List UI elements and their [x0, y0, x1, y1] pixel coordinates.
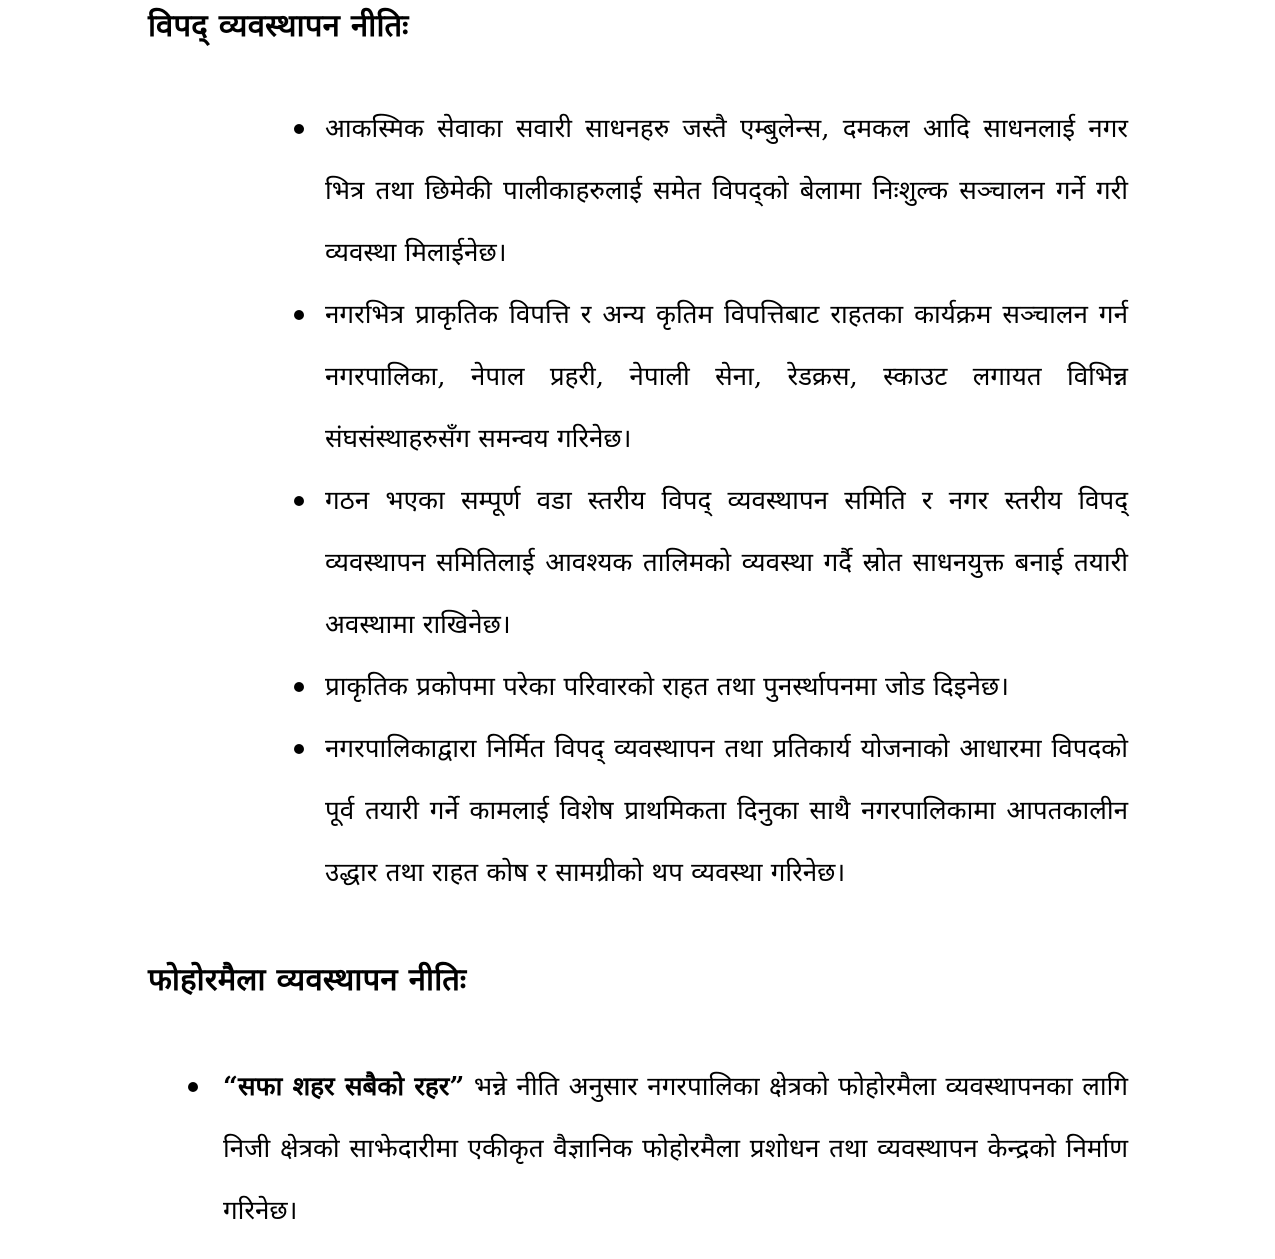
- list-item: प्राकृतिक प्रकोपमा परेका परिवारको राहत तथा पुनर्स्थापनमा जोड दिइनेछ।: [292, 656, 1128, 718]
- bold-quoted-phrase: “सफा शहर सबैको रहर”: [223, 1071, 465, 1102]
- list-item: आकस्मिक सेवाका सवारी साधनहरु जस्तै एम्बुलेन्स, दमकल आदि साधनलाई नगर भित्र तथा छिमेकी पालीकाहरुलाई समेत विपद्को बेलामा निःशुल्क सञ्चालन गर्ने गरी व्यवस्था मिलाईनेछ।: [292, 98, 1128, 284]
- list-item: गठन भएका सम्पूर्ण वडा स्तरीय विपद् व्यवस्थापन समिति र नगर स्तरीय विपद् व्यवस्थापन समितिलाई आवश्यक तालिमको व्यवस्था गर्दै स्रोत साधनयुक्त बनाई तयारी अवस्थामा राखिनेछ।: [292, 470, 1128, 656]
- section-heading-disaster-management: विपद् व्यवस्थापन नीतिः: [148, 8, 409, 44]
- waste-policy-list: [186, 1056, 1128, 1242]
- list-item: नगरभित्र प्राकृतिक विपत्ति र अन्य कृतिम विपत्तिबाट राहतका कार्यक्रम सञ्चालन गर्न नगरपालिका, नेपाल प्रहरी, नेपाली सेना, रेडक्रस, स्काउट लगायत विभिन्न संघसंस्थाहरुसँग समन्वय गरिनेछ।: [292, 284, 1128, 470]
- list-item-text: भन्ने नीति अनुसार नगरपालिका क्षेत्रको फोहोरमैला व्यवस्थापनका लागि निजी क्षेत्रको साझेदारीमा एकीकृत वैज्ञानिक फोहोरमैला प्रशोधन तथा व्यवस्थापन केन्द्रको निर्माण गरिनेछ।: [223, 1071, 1128, 1226]
- section-heading-waste-management: फोहोरमैला व्यवस्थापन नीतिः: [148, 961, 467, 998]
- list-item: [186, 1056, 1128, 1242]
- disaster-policy-list: [292, 98, 1128, 904]
- list-item: नगरपालिकाद्वारा निर्मित विपद् व्यवस्थापन तथा प्रतिकार्य योजनाको आधारमा विपदको पूर्व तयारी गर्ने कामलाई विशेष प्राथमिकता दिनुका साथै नगरपालिकामा आपतकालीन उद्धार तथा राहत कोष र सामग्रीको थप व्यवस्था गरिनेछ।: [292, 718, 1128, 904]
